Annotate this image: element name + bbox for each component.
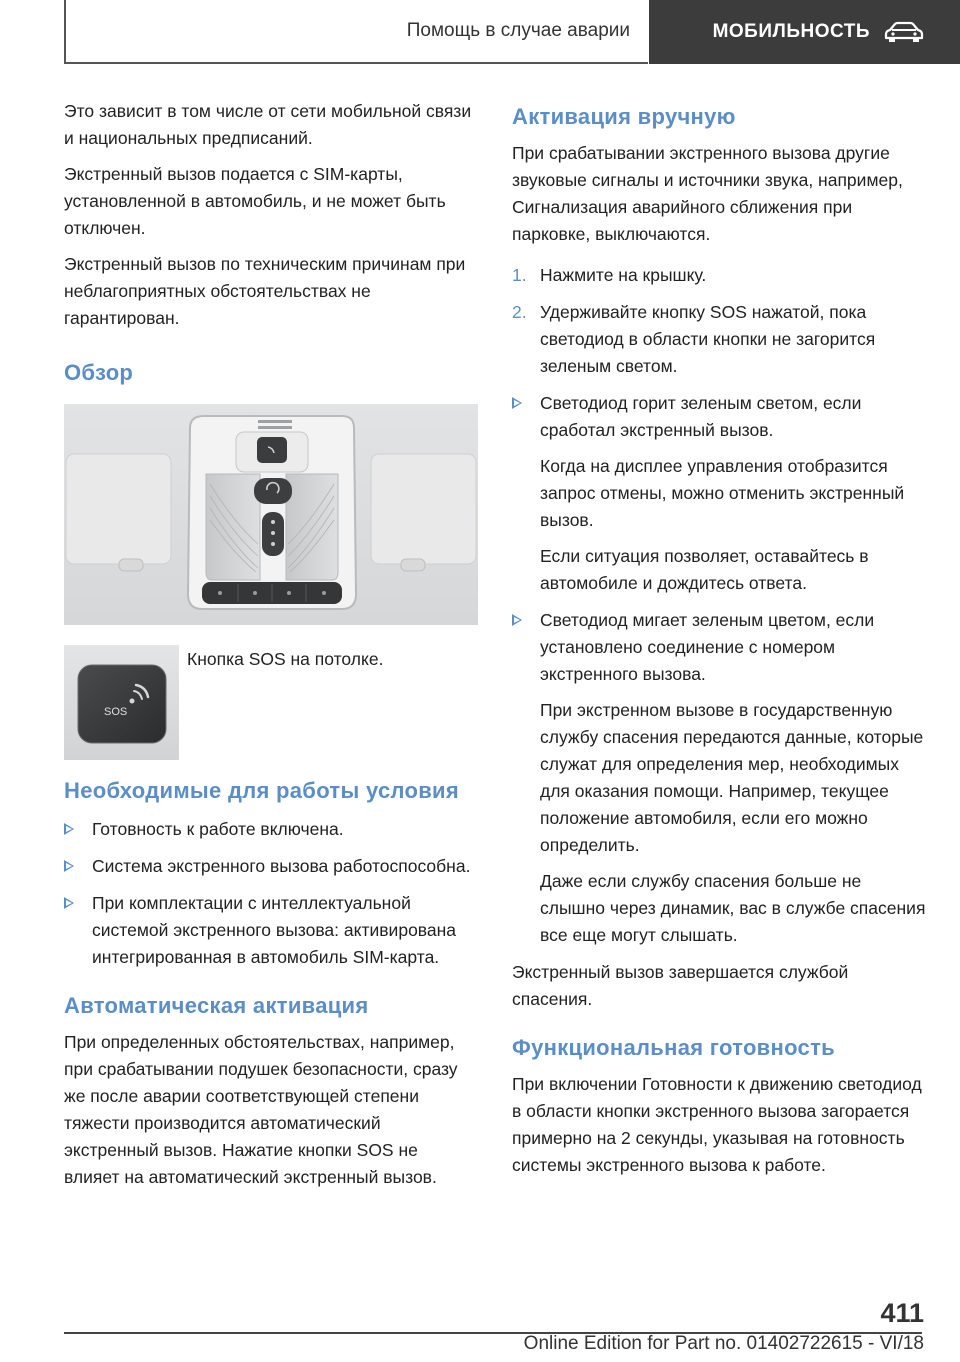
triangle-bullet-icon xyxy=(64,897,74,909)
call-end-paragraph: Экстренный вызов завершается службой спасения. xyxy=(512,962,849,1009)
list-item: Система экстренного вызова работоспособна. xyxy=(64,853,478,880)
intro-paragraph-3: Экстренный вызов по техническим причинам при неблагоприятных обстоятельствах не гарантирован. xyxy=(64,254,466,328)
edition-note: Online Edition for Part no. 01402722615 - VI/18 xyxy=(523,1333,924,1354)
intro-paragraph-2: Экстренный вызов подается с SIM-карты, установленной в автомобиль, и не может быть отключен. xyxy=(64,164,446,238)
list-item: При комплектации с интеллектуальной системой экстренного вызова: активирована интегрированная в автомобиль SIM-карта. xyxy=(64,890,478,971)
left-column xyxy=(64,98,478,1200)
sos-label: SOS xyxy=(104,706,128,718)
auto-activation-heading: Автоматическая активация xyxy=(64,993,369,1018)
list-item: 2. Удерживайте кнопку SOS нажатой, пока светодиод в области кнопки не загорится зеленым светом. xyxy=(512,302,876,376)
triangle-bullet-icon xyxy=(512,397,522,409)
triangle-bullet-icon xyxy=(64,860,74,872)
right-column xyxy=(512,98,926,1188)
led-status-list xyxy=(512,390,926,949)
steps-list xyxy=(512,262,926,380)
page-number: 411 xyxy=(880,1298,924,1328)
manual-activation-paragraph: При срабатывании экстренного вызова другие звуковые сигналы и источники звука, например, Сигнализация аварийного сближения при парковке, выключаются. xyxy=(512,143,903,244)
conditions-heading: Необходимые для работы условия xyxy=(64,778,459,803)
list-item: 1. Нажмите на крышку. xyxy=(512,265,707,285)
triangle-bullet-icon xyxy=(512,614,522,626)
figure-caption: Кнопка SOS на потолке. xyxy=(187,649,384,669)
chapter-tab xyxy=(649,0,960,64)
list-item: Светодиод горит зеленым светом, если сработал экстренный вызов. Когда на дисплее управления отобразится запрос отмены, можно отменить экстренный вызов. Если ситуация позволяет, оставайтесь в автомобиле и дождитесь ответа. xyxy=(512,390,926,597)
chapter-title: МОБИЛЬНОСТЬ xyxy=(712,21,870,42)
sos-figure-row xyxy=(64,645,478,760)
car-icon xyxy=(884,21,924,43)
intro-paragraph-1: Это зависит в том числе от сети мобильной связи и национальных предписаний. xyxy=(64,101,472,148)
list-item: Светодиод мигает зеленым цветом, если установлено соединение с номером экстренного вызова. При экстренном вызове в государственную службу спасения передаются данные, которые служат для определения мер, необходимых для оказания помощи. Например, текущее положение автомобиля, если его можно определить. Даже если службу спасения больше не слышно через динамик, вас в службе спасения все еще могут слышать. xyxy=(512,607,926,949)
readiness-heading: Функциональная готовность xyxy=(512,1035,835,1060)
ceiling-console-image xyxy=(64,404,478,625)
sos-button-image xyxy=(64,645,179,760)
conditions-list xyxy=(64,816,478,971)
readiness-paragraph: При включении Готовности к движению светодиод в области кнопки экстренного вызова загорается примерно на 2 секунды, указывая на готовность системы экстренного вызова к работе. xyxy=(512,1074,922,1175)
overview-heading: Обзор xyxy=(64,360,134,385)
manual-activation-heading: Активация вручную xyxy=(512,104,736,129)
section-title: Помощь в случае аварии xyxy=(406,20,630,41)
page-header xyxy=(0,0,960,66)
list-item: Готовность к работе включена. xyxy=(64,816,478,843)
triangle-bullet-icon xyxy=(64,823,74,835)
auto-activation-paragraph: При определенных обстоятельствах, например, при срабатывании подушек безопасности, сразу же после аварии соответствующей степени тяжести производится автоматический экстренный вызов. Нажатие кнопки SOS не влияет на автоматический экстренный вызов. xyxy=(64,1032,458,1187)
